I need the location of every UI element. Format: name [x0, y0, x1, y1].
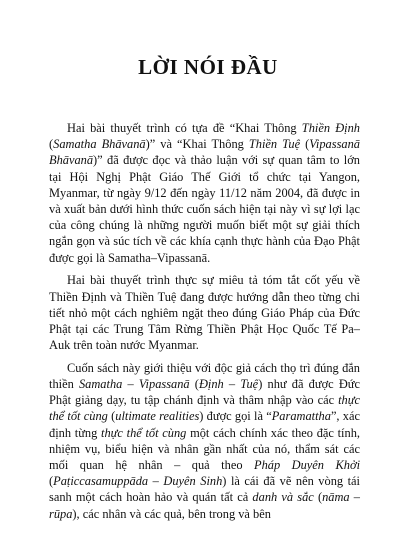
text-run: (: [189, 377, 199, 392]
text-run: Hai bài thuyết trình có tựa đề “Khai Thông: [67, 121, 302, 135]
paragraph-1: [49, 120, 360, 266]
text-run: (: [49, 137, 54, 152]
text-run: (: [107, 409, 116, 424]
italic-term: thực thể tốt cùng: [49, 393, 360, 424]
paragraph-2: [49, 272, 360, 353]
text-run: (: [49, 474, 54, 489]
text-run: (: [313, 490, 323, 505]
paragraph-3: [49, 360, 360, 522]
text-run: ”, xác định từng: [49, 409, 360, 440]
text-run: )” và “Khai Thông: [145, 137, 249, 152]
text-run: một cách chính xác theo đặc tính, nhiệm vụ, biểu hiện và nhân gần nhất của nó, thẩm sát các mối quan hệ nhân – quả theo: [49, 425, 360, 473]
italic-term: Paṭiccasamuppāda – Duyên Sinh: [53, 474, 223, 489]
italic-term: Vipassanā Bhāvanā: [49, 137, 360, 168]
text-run: ), các nhân và các quả, bên trong và bên: [72, 506, 271, 521]
italic-term: Định – Tuệ: [198, 377, 259, 392]
text-run: ) được gọi là “: [199, 409, 272, 424]
italic-term: Samatha – Vipassanā: [78, 377, 190, 392]
italic-term: danh và sắc: [252, 490, 314, 505]
italic-term: ultimate realities: [115, 409, 200, 424]
italic-term: thực thể tốt cùng: [101, 425, 187, 440]
text-run: ) như đã được Đức Phật giảng dạy, tu tập chánh định và thâm nhập vào các: [49, 377, 360, 408]
text-run: Hai bài thuyết trình thực sự miêu tả tóm tắt cốt yếu về Thiền Định và Thiền Tuệ đang được hướng dẫn theo từng chi tiết nhỏ một cách nghiêm ngặt theo đúng Giáo Pháp của Đức Phật tại các Trung Tâm Rừng Thiền Phật Học Quốc Tế Pa–Auk trên toàn nước Myanmar.: [49, 273, 360, 353]
italic-term: Samatha Bhāvanā: [53, 137, 146, 152]
text-run: )” đã được đọc và thảo luận với sự quan tâm to lớn tại Hội Nghị Phật Giáo Thế Giới tổ chức tại Yangon, Myanmar, từ ngày 9/12 đến ngày 11/12 năm 2004, đã được in và xuất bản dưới hình thức cuốn sách hiện tại này vì sự lợi lạc của công chúng là những người muốn biết một sự giải thích ngắn gọn và súc tích về các khía cạnh thực hành của Đạo Phật được gọi là Samatha–Vipassanā.: [49, 153, 360, 265]
text-run: ) là cái đã vẽ nên vòng tái sanh một cách hoàn hảo và quán tất cả: [49, 474, 360, 505]
italic-term: nāma – rūpa: [49, 490, 361, 521]
italic-term: Pháp Duyên Khởi: [254, 458, 361, 473]
page-title: LỜI NÓI ĐẦU: [138, 55, 278, 79]
document-body: [49, 120, 360, 528]
italic-term: Thiền Tuệ: [248, 137, 301, 152]
italic-term: Thiền Định: [301, 121, 360, 135]
text-run: Cuốn sách này giới thiệu với độc giả cách thọ trì đúng đắn thiền: [49, 360, 360, 392]
text-run: (: [300, 137, 310, 152]
italic-term: Paramattha: [271, 409, 331, 424]
